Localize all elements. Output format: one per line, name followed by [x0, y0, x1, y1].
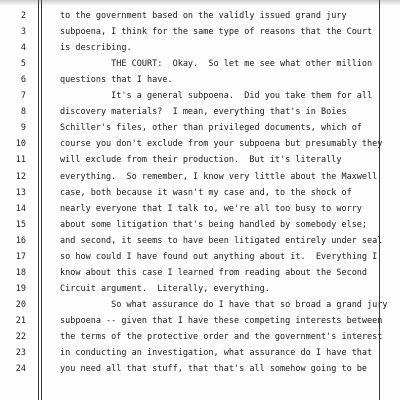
line-text: questions that I have. [60, 75, 173, 86]
transcript-line [0, 329, 400, 345]
line-number: 17 [15, 251, 26, 262]
transcript-line [0, 281, 400, 297]
line-number: 2 [20, 11, 26, 21]
line-text: the terms of the protective order and the government's interest [60, 332, 383, 342]
transcript-line [0, 152, 400, 168]
line-number: 8 [20, 107, 26, 118]
line-number: 20 [15, 299, 26, 310]
line-number: 10 [15, 139, 26, 150]
line-text: everything. So remember, I know very little about the Maxwell [60, 171, 378, 182]
line-text: course you don't exclude from your subpoena but presumably they [60, 139, 383, 150]
transcript-line [0, 201, 400, 217]
transcript-line [0, 169, 400, 185]
line-text: know about this case I learned from reading about the Second [60, 267, 368, 278]
transcript-line [0, 8, 400, 24]
line-number: 23 [15, 348, 26, 359]
line-number: 21 [15, 315, 26, 326]
line-number: 12 [15, 171, 26, 182]
line-number: 13 [15, 187, 26, 198]
line-text: in conducting an investigation, what assurance do I have that [60, 348, 373, 359]
line-text: is describing. [60, 43, 132, 54]
line-text: subpoena, I think for the same type of reasons that the Court [60, 27, 373, 38]
line-number: 19 [15, 283, 26, 294]
transcript-line [0, 72, 400, 88]
line-text: about some litigation that's being handled by somebody else; [60, 219, 368, 230]
line-text: It's a general subpoena. Did you take them for all [60, 91, 373, 102]
line-number: 3 [20, 27, 26, 38]
line-text: and second, it seems to have been litigated entirely under seal [60, 235, 383, 246]
transcript-line [0, 361, 400, 377]
transcript-line [0, 136, 400, 152]
transcript-line [0, 233, 400, 249]
transcript-line [0, 249, 400, 265]
transcript-line [0, 265, 400, 281]
line-text: subpoena -- given that I have these competing interests between [60, 315, 383, 326]
line-text: you need all that stuff, that that's all somehow going to be [60, 364, 368, 375]
line-text: so how could I have found out anything about it. Everything I [60, 251, 378, 262]
line-number: 16 [15, 235, 26, 246]
line-text: case, both because it wasn't my case and, to the shock of [60, 187, 352, 198]
line-number: 22 [15, 332, 26, 342]
line-number: 9 [20, 123, 26, 134]
line-text: discovery materials? I mean, everything that's in Boies [60, 107, 347, 118]
transcript-line [0, 185, 400, 201]
line-text: nearly everyone that I talk to, we're all too busy to worry [60, 203, 362, 214]
line-text: to the government based on the validly issued grand jury [60, 11, 347, 21]
transcript-line [0, 56, 400, 72]
line-number: 7 [20, 91, 26, 102]
line-text: Circuit argument. Literally, everything. [60, 283, 270, 294]
line-number: 18 [15, 267, 26, 278]
transcript-line [0, 40, 400, 56]
line-text: Schiller's files, other than privileged documents, which of [60, 123, 362, 134]
transcript-line [0, 217, 400, 233]
transcript-line [0, 88, 400, 104]
transcript-line [0, 345, 400, 361]
transcript-line [0, 120, 400, 136]
line-number: 15 [15, 219, 26, 230]
transcript-line [0, 24, 400, 40]
line-text: THE COURT: Okay. So let me see what other million [60, 59, 373, 70]
line-number: 24 [15, 364, 26, 375]
line-text: So what assurance do I have that so broad a grand jury [60, 299, 388, 310]
line-number: 14 [15, 203, 26, 214]
line-number: 5 [20, 59, 26, 70]
transcript-line [0, 297, 400, 313]
line-number: 11 [15, 155, 26, 166]
transcript-line [0, 104, 400, 120]
transcript-line [0, 313, 400, 329]
line-number: 4 [20, 43, 26, 54]
line-number: 6 [20, 75, 26, 86]
line-text: will exclude from their production. But it's literally [60, 155, 342, 166]
